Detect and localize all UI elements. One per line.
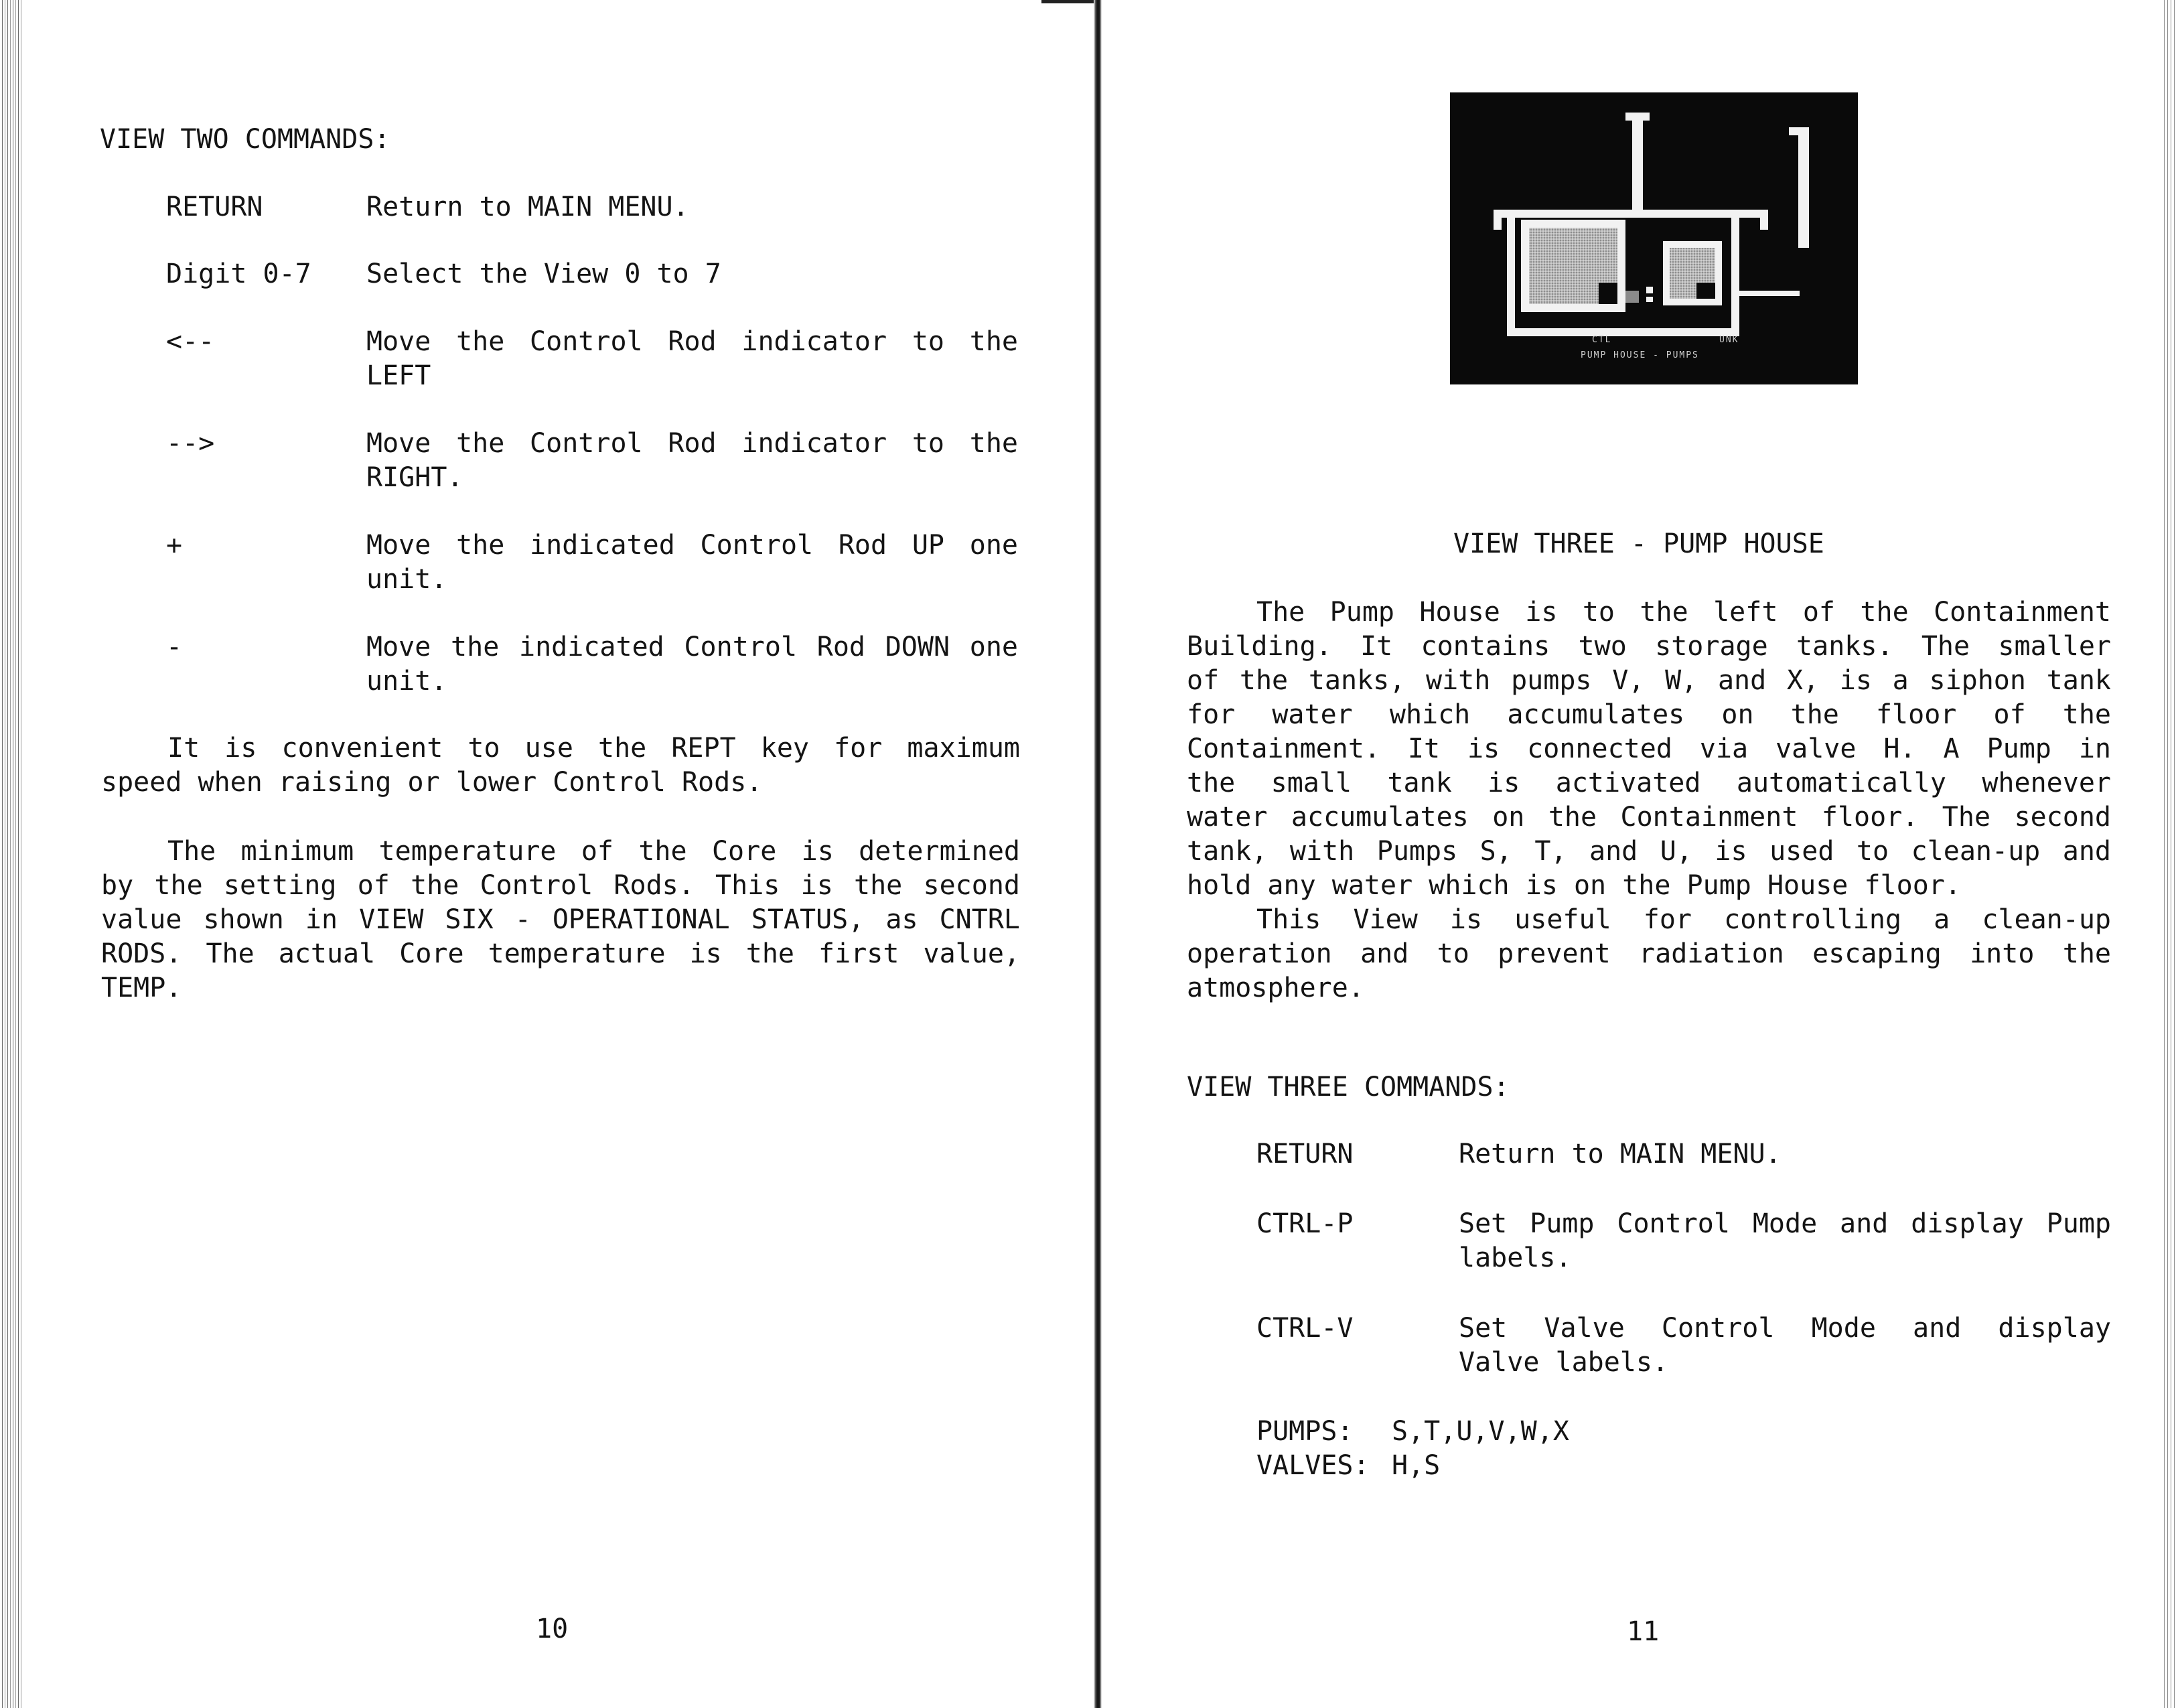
paragraph-line: atmosphere. [1187,973,1364,1003]
paragraph-line: the small tank is activated automatically whenever [1187,768,2111,798]
rept-key-paragraph [101,731,1020,800]
book-spine [1094,0,1102,1708]
command-key: RETURN [166,192,263,222]
paragraph-line: value shown in VIEW SIX - OPERATIONAL STATUS, as CNTRL [101,904,1020,935]
paragraph-line: It is convenient to use the REPT key for maximum [167,733,1020,764]
command-description: Return to MAIN MENU. [1459,1139,1782,1169]
command-description: RIGHT. [366,462,463,493]
command-description: unit. [366,564,447,595]
command-description: Select the View 0 to 7 [366,259,721,289]
valves-label: VALVES: [1256,1450,1370,1481]
paragraph-line: RODS. The actual Core temperature is the first value, [101,938,1020,969]
command-key: --> [166,428,215,459]
page-edge-texture [2161,0,2176,1708]
view-three-title: VIEW THREE - PUMP HOUSE [1453,528,1824,559]
page-edge-texture [0,0,23,1708]
paragraph-line: Building. It contains two storage tanks. The smaller [1187,631,2111,662]
command-description: Return to MAIN MENU. [366,192,689,222]
paragraph-line: water accumulates on the Containment floor. The second [1187,802,2111,833]
command-key: CTRL-V [1256,1313,1354,1344]
pump-house-description [1187,595,2111,1005]
figure-caption: PUMP HOUSE - PUMPS [1581,350,1699,360]
command-description: Valve labels. [1459,1347,1669,1378]
pump-house-screenshot [1450,92,1858,384]
paragraph-line: operation and to prevent radiation escaping into the [1187,938,2111,969]
view-three-commands-heading: VIEW THREE COMMANDS: [1187,1072,1510,1102]
command-description: Move the Control Rod indicator to the [366,326,1018,357]
paragraph-line: of the tanks, with pumps V, W, and X, is a siphon tank [1187,665,2111,696]
command-description: LEFT [366,360,431,391]
figure-label-right: UNK [1719,335,1739,345]
paragraph-line: The minimum temperature of the Core is determined [167,836,1020,867]
pumps-label: PUMPS: [1256,1416,1354,1447]
core-temperature-paragraph [101,835,1020,1005]
page-number: 11 [1627,1616,1660,1647]
command-key: RETURN [1256,1139,1354,1169]
figure-label-left: CTL [1592,335,1612,345]
paragraph-line: TEMP. [101,973,182,1003]
spine-mark [1041,0,1098,3]
command-key: + [166,530,183,561]
command-description: Set Pump Control Mode and display Pump [1459,1208,2111,1239]
pumps-value: S,T,U,V,W,X [1392,1416,1569,1447]
command-description: unit. [366,666,447,697]
command-description: Move the Control Rod indicator to the [366,428,1018,459]
paragraph-line: Containment. It is connected via valve H. A Pump in [1187,733,2111,764]
command-key: - [166,632,183,662]
paragraph-line: tank, with Pumps S, T, and U, is used to clean-up and [1187,836,2111,867]
command-key: Digit 0-7 [166,259,311,289]
page-number: 10 [536,1614,569,1644]
command-description: Move the indicated Control Rod UP one [366,530,1018,561]
command-description: Move the indicated Control Rod DOWN one [366,632,1018,662]
paragraph-line: hold any water which is on the Pump House floor. [1187,870,1961,901]
paragraph-line: This View is useful for controlling a clean-up [1256,904,2111,935]
right-page [1102,0,2176,1708]
paragraph-line: speed when raising or lower Control Rods. [101,767,763,798]
command-key: CTRL-P [1256,1208,1354,1239]
command-description: Set Valve Control Mode and display [1459,1313,2111,1344]
command-description: labels. [1459,1242,1572,1273]
paragraph-line: by the setting of the Control Rods. This is the second [101,870,1020,901]
view-two-commands-heading: VIEW TWO COMMANDS: [100,124,390,155]
pump-house-diagram [1450,92,1858,384]
paragraph-line: for water which accumulates on the floor of the [1187,699,2111,730]
paragraph-line: The Pump House is to the left of the Containment [1256,597,2111,628]
valves-value: H,S [1392,1450,1441,1481]
command-key: <-- [166,326,215,357]
